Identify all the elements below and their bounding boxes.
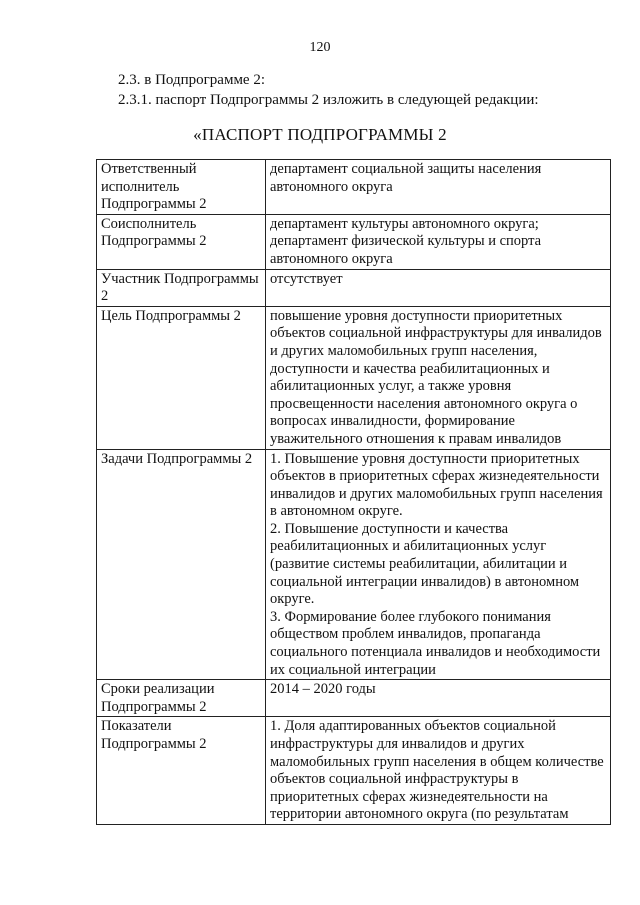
row-label: Сроки реализации Подпрограммы 2	[97, 680, 266, 717]
row-label-text: Показатели Подпрограммы 2	[101, 718, 207, 752]
row-label: Участник Подпрограммы 2	[97, 269, 266, 306]
row-label	[97, 717, 266, 825]
table-row	[97, 269, 611, 306]
table-row	[97, 449, 611, 680]
table-row	[97, 306, 611, 449]
row-label: Ответственный исполнитель Подпрограммы 2	[97, 160, 266, 215]
row-value	[266, 717, 611, 825]
row-value: департамент культуры автономного округа; департамент физической культуры и спорта автономного округа	[266, 214, 611, 269]
table-row	[97, 717, 611, 825]
table-row	[97, 160, 611, 215]
row-value: 1. Повышение уровня доступности приоритетных объектов в приоритетных сферах жизнедеятельности инвалидов и других маломобильных групп населения в автономном округе. 2. Повышение доступности и качества реабилитационных и абилитационных услуг (развитие системы реабилитации, абилитации и социальной интеграции инвалидов) в автономном округе. 3. Формирование более глубокого понимания обществом проблем инвалидов, пропаганда социального потенциала инвалидов и необходимости их социальной интеграции	[266, 449, 611, 680]
row-value: департамент социальной защиты населения автономного округа	[266, 160, 611, 215]
intro-line-2: 2.3.1. паспорт Подпрограммы 2 изложить в следующей редакции:	[118, 92, 539, 108]
row-value-text: 1. Доля адаптированных объектов социальной инфраструктуры для инвалидов и других маломобильных групп населения в общем количестве объектов социальной инфраструктуры в приоритетных сферах жизнедеятельности на территории автономного округа (по результатам	[270, 718, 604, 823]
row-label: Цель Подпрограммы 2	[97, 306, 266, 449]
table-row	[97, 680, 611, 717]
passport-table	[96, 159, 611, 825]
row-value: 2014 – 2020 годы	[266, 680, 611, 717]
row-value: повышение уровня доступности приоритетных объектов социальной инфраструктуры для инвалидов и других маломобильных групп населения, доступности и качества реабилитационных и абилитационных услуг, а также уровня просвещенности населения автономного округа о вопросах инвалидности, формирование уважительного отношения к правам инвалидов	[266, 306, 611, 449]
row-label: Соисполнитель Подпрограммы 2	[97, 214, 266, 269]
row-value: отсутствует	[266, 269, 611, 306]
page-number: 120	[309, 40, 331, 55]
passport-title: «ПАСПОРТ ПОДПРОГРАММЫ 2	[193, 125, 447, 144]
intro-line-1: 2.3. в Подпрограмме 2:	[118, 72, 266, 88]
table-row	[97, 214, 611, 269]
intro-text	[118, 70, 539, 110]
row-label: Задачи Подпрограммы 2	[97, 449, 266, 680]
